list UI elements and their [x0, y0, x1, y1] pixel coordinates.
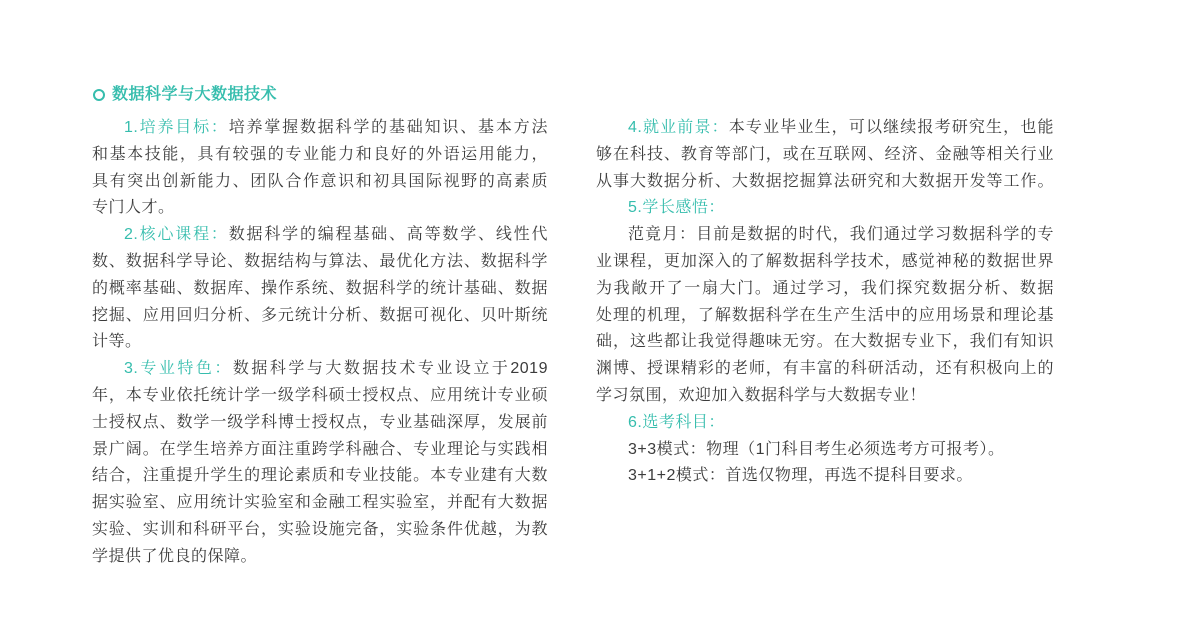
- text-line: 和基本技能，具有较强的专业能力和良好的外语运用能力，: [92, 145, 548, 163]
- text-line: 士授权点、数学一级学科博士授权点，专业基础深厚，发展前: [92, 413, 548, 431]
- text-line: 景广阔。在学生培养方面注重跨学科融合、专业理论与实践相: [92, 440, 548, 458]
- page-title: 数据科学与大数据技术: [112, 86, 278, 103]
- text-line: [92, 222, 548, 249]
- section-label: 6.选考科目：: [628, 413, 725, 431]
- text-line: 3+1+2模式：首选仅物理，再选不提科目要求。: [628, 467, 973, 485]
- text-line: 结合，注重提升学生的理论素质和专业技能。本专业建有大数: [92, 467, 548, 485]
- text-run: 数据科学的编程基础、高等数学、线性代: [228, 226, 548, 244]
- section-label: 2.核心课程：: [124, 226, 229, 244]
- section-training-goals: [92, 115, 548, 222]
- text-line: 够在科技、教育等部门，或在互联网、经济、金融等相关行业: [596, 145, 1054, 163]
- section-label: 1.培养目标：: [124, 119, 229, 136]
- text-line: 专门人才。: [92, 199, 175, 217]
- text-line: 础，这些都让我觉得趣味无穷。在大数据专业下，我们有知识: [596, 333, 1054, 351]
- section-label: 3.专业特色：: [124, 360, 233, 378]
- text-line: 数、数据科学导论、数据结构与算法、最优化方法、数据科学: [92, 252, 548, 270]
- circle-outline-icon: [93, 89, 105, 101]
- section-student-reflection: [596, 195, 1054, 409]
- text-run: 数据科学与大数据技术专业设立于2019: [232, 360, 548, 378]
- section-heading: [92, 84, 412, 106]
- text-line: 业课程，更加深入的了解数据科学技术，感觉神秘的数据世界: [596, 252, 1054, 270]
- text-line: [596, 115, 1054, 142]
- text-line: 范竟月：目前是数据的时代，我们通过学习数据科学的专: [628, 226, 1054, 244]
- section-label: 5.学长感悟：: [628, 199, 725, 217]
- section-career-prospects: [596, 115, 1054, 195]
- text-line: 据实验室、应用统计实验室和金融工程实验室，并配有大数据: [92, 494, 548, 512]
- section-core-courses: [92, 222, 548, 356]
- section-subject-requirements: [596, 410, 1054, 490]
- text-line: 学习氛围，欢迎加入数据科学与大数据专业！: [596, 386, 927, 404]
- text-line: [92, 356, 548, 383]
- left-column: [92, 115, 548, 571]
- text-line: 3+3模式：物理（1门科目考生必须选考方可报考）。: [628, 440, 1005, 458]
- text-line: 学提供了优良的保障。: [92, 547, 258, 565]
- text-line: 的概率基础、数据库、操作系统、数据科学的统计基础、数据: [92, 279, 548, 297]
- text-line: 年，本专业依托统计学一级学科硕士授权点、应用统计专业硕: [92, 386, 548, 404]
- text-line: [92, 115, 548, 142]
- text-line: 渊博、授课精彩的老师，有丰富的科研活动，还有积极向上的: [596, 360, 1054, 378]
- text-line: 从事大数据分析、大数据挖掘算法研究和大数据开发等工作。: [596, 172, 1054, 190]
- text-line: 为我敞开了一扇大门。通过学习，我们探究数据分析、数据: [596, 279, 1054, 297]
- text-run: 培养掌握数据科学的基础知识、基本方法: [228, 119, 548, 136]
- text-line: 实验、实训和科研平台，实验设施完备，实验条件优越，为教: [92, 520, 548, 538]
- section-label: 4.就业前景：: [628, 119, 729, 136]
- text-line: 挖掘、应用回归分析、多元统计分析、数据可视化、贝叶斯统: [92, 306, 548, 324]
- right-column: [596, 115, 1054, 490]
- section-program-features: [92, 356, 548, 570]
- text-line: 处理的机理，了解数据科学在生产生活中的应用场景和理论基: [596, 306, 1054, 324]
- text-line: 具有突出创新能力、团队合作意识和初具国际视野的高素质: [92, 172, 548, 190]
- text-run: 本专业毕业生，可以继续报考研究生，也能: [728, 119, 1054, 136]
- text-line: 计等。: [92, 333, 142, 351]
